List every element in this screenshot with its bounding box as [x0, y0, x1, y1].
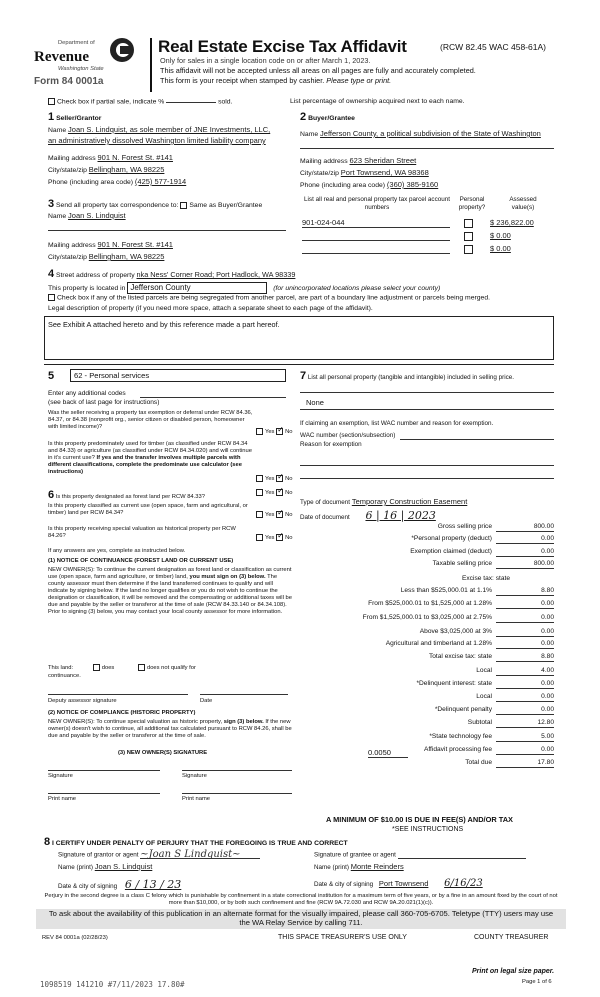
section8-num: 8: [44, 836, 51, 848]
header-divider: [150, 38, 152, 92]
form-number: Form 84 0001a: [34, 76, 104, 87]
notice1-title: (1) NOTICE OF CONTINUANCE (FOREST LAND OR CURRENT USE): [48, 558, 234, 564]
does-checkbox[interactable]: [93, 664, 100, 671]
corr-city[interactable]: Bellingham, WA 98225: [88, 252, 165, 261]
section-divider: [44, 364, 554, 365]
grantor-date-row: [58, 878, 181, 891]
personal-property-line0[interactable]: [300, 392, 554, 393]
partial-sale-checkbox[interactable]: [48, 98, 55, 105]
certify-row: [44, 836, 348, 849]
calc-label: Less than $525,000.01 at 1.1%: [400, 587, 492, 594]
current-use-answer: [256, 511, 293, 519]
grantor-sig-row: [58, 849, 260, 859]
calc-label: *Delinquent interest: state: [416, 680, 492, 687]
forest-no-checkbox[interactable]: [276, 489, 283, 496]
calc-value[interactable]: 0.00: [496, 535, 554, 544]
doc-date-row: [300, 509, 436, 522]
form-citation: (RCW 82.45 WAC 458-61A): [440, 42, 546, 52]
calc-row: [300, 667, 554, 677]
buyer-heading: [300, 111, 355, 124]
parcel-row: [302, 231, 554, 242]
calc-label: Total excise tax: state: [428, 653, 492, 660]
grantor-sig-label: Signature of grantor or agent: [58, 851, 139, 859]
yes-label: Yes: [265, 476, 275, 483]
buyer-mailing-row: [300, 156, 416, 166]
grantee-name-row: [314, 862, 404, 872]
calc-row: [300, 523, 554, 533]
grantor-name-row: [58, 862, 152, 872]
print-name-label-2: Print name: [182, 796, 211, 802]
certify-text: I CERTIFY UNDER PENALTY OF PERJURY THAT THE FOREGOING IS TRUE AND CORRECT: [52, 840, 348, 847]
buyer-heading-text: Buyer/Grantee: [308, 115, 355, 122]
seller-heading: [48, 111, 101, 124]
local-rate[interactable]: 0.0050: [368, 748, 408, 758]
corr-name[interactable]: Joan S. Lindquist: [68, 211, 126, 220]
list-pct-note: List percentage of ownership acquired next to each name.: [290, 98, 465, 105]
header-note1: Only for sales in a single location code on or after March 1, 2023.: [160, 56, 371, 65]
calc-label: Subtotal: [467, 719, 492, 726]
notice2-c: If the new owner(s) doesn't wish to continue, all additional tax calculated pursuant to RCW 84.26, shall be due and payable by the seller or transferor at the time of sale.: [48, 719, 292, 740]
corr-name-row: [48, 211, 126, 221]
grantor-date-label: Date & city of signing: [58, 883, 118, 890]
dept-line3: Washington State: [58, 66, 104, 72]
forest-yes-checkbox[interactable]: [256, 489, 263, 496]
calc-value[interactable]: 0.00: [496, 693, 554, 702]
section5-num: 5: [48, 370, 55, 382]
header-note2: This affidavit will not be accepted unless all areas on all pages are fully and accurately completed.: [160, 66, 476, 75]
calc-label: Local: [476, 693, 492, 700]
calc-value[interactable]: 4.00: [496, 667, 554, 676]
grantee-sig-row: [314, 849, 526, 859]
calc-value[interactable]: 0.00: [496, 746, 554, 755]
calc-value[interactable]: 0.00: [496, 680, 554, 689]
yes-label: Yes: [265, 490, 275, 497]
notice1-a: NEW OWNER(S): To continue the current designation as forest land or classification as current use (open space, farm and agriculture, or timber) land,: [48, 567, 292, 581]
corr-name-label: Name: [48, 213, 67, 220]
corr-mailing-label: Mailing address: [48, 242, 96, 249]
calc-row: [300, 746, 554, 756]
assessed-value[interactable]: $ 236,822.00: [490, 218, 534, 227]
seller-num: 1: [48, 111, 55, 123]
same-as-buyer-label: Same as Buyer/Grantee: [189, 202, 263, 209]
calc-row: [300, 693, 554, 703]
parcels-col3-header: Assessed value(s): [509, 196, 537, 211]
calc-value[interactable]: 0.00: [496, 640, 554, 649]
county-select[interactable]: Jefferson County: [127, 282, 267, 294]
corr-num: 3: [48, 198, 55, 210]
additional-codes-field[interactable]: [140, 397, 286, 398]
current-use-yes-checkbox[interactable]: [256, 511, 263, 518]
no-label: No: [285, 512, 293, 519]
owner-print-line-2[interactable]: [182, 793, 292, 794]
parcel-number[interactable]: [302, 231, 450, 241]
calc-value[interactable]: 800.00: [496, 560, 554, 569]
see-back-label: (see back of last page for instructions): [48, 399, 160, 406]
calc-label: From $1,525,000.01 to $3,025,000 at 2.75%: [362, 614, 492, 621]
grantee-sig-label: Signature of grantee or agent: [314, 851, 396, 859]
forest-question-text: Is this property designated as forest land per RCW 84.33?: [55, 494, 205, 500]
grantor-signature[interactable]: ~Joan S Lindquist~: [140, 849, 260, 859]
buyer-city-row: [300, 168, 429, 178]
calc-label: Local: [476, 667, 492, 674]
calc-row: [300, 587, 554, 597]
no-label: No: [285, 429, 293, 436]
calc-row: [300, 560, 554, 570]
dor-logo: [20, 38, 140, 90]
buyer-phone-row: [300, 180, 438, 190]
landuse-code-select[interactable]: 62 - Personal services: [70, 369, 286, 382]
notice2-title: (2) NOTICE OF COMPLIANCE (HISTORIC PROPERTY): [48, 710, 196, 716]
street-row: [48, 268, 295, 281]
historic-question: Is this property receiving special valuation as historical property per RCW 84.26?: [48, 526, 236, 539]
legal-description-box[interactable]: [44, 316, 554, 360]
forest-answer: [256, 489, 293, 497]
calc-value[interactable]: 5.00: [496, 733, 554, 742]
personal-property-checkbox[interactable]: [464, 245, 473, 254]
historic-no-checkbox[interactable]: [276, 534, 283, 541]
calc-label: Agricultural and timberland at 1.28%: [385, 640, 492, 647]
same-as-buyer-checkbox[interactable]: [180, 202, 187, 209]
grantee-city[interactable]: Port Townsend: [378, 879, 429, 888]
calc-label: Excise tax: state: [461, 575, 510, 582]
calc-label: Affidavit processing fee: [423, 746, 492, 753]
assessed-value[interactable]: $ 0.00: [490, 244, 511, 253]
exemption-no-checkbox[interactable]: [276, 428, 283, 435]
exemption-question: Was the seller receiving a property tax exemption or deferral under RCW 84.36, 84.37, or 84.38 (nonprofit org., senior citizen or disabled person, homeowner with limited income)?: [48, 410, 253, 430]
calc-row: [300, 575, 554, 585]
partial-sale-row: [48, 98, 232, 106]
historic-answer: [256, 534, 293, 542]
does-not-checkbox[interactable]: [138, 664, 145, 671]
seller-phone-label: Phone (including area code): [48, 179, 134, 186]
legal-description: See Exhibit A attached hereto and by this reference made a part hereof.: [48, 320, 280, 329]
header-note3-text: This form is your receipt when stamped by cashier.: [160, 76, 325, 85]
grantee-signature[interactable]: [398, 849, 526, 859]
calc-label: Gross selling price: [437, 523, 492, 530]
doc-type-label: Type of document: [300, 499, 351, 506]
no-label: No: [285, 535, 293, 542]
section7-text: List all personal property (tangible and intangible) included in selling price.: [307, 374, 515, 381]
parcel-row: [302, 218, 554, 229]
calc-row: [300, 719, 554, 729]
reason-label: Reason for exemption: [300, 441, 362, 448]
grantee-name[interactable]: Monte Reinders: [350, 862, 404, 871]
notice2-body: [48, 719, 293, 740]
reason-line2[interactable]: [300, 478, 554, 479]
buyer-mailing[interactable]: 623 Sheridan Street: [349, 156, 417, 165]
owner-signature-line-2[interactable]: [182, 770, 292, 771]
historic-yes-checkbox[interactable]: [256, 534, 263, 541]
this-land-label: This land:: [48, 665, 74, 672]
print-name-label-1: Print name: [48, 796, 77, 802]
continuance-label: continuance.: [48, 673, 81, 679]
street-label: Street address of property: [56, 272, 135, 279]
timber-no-checkbox[interactable]: [276, 475, 283, 482]
owner-signature-line-1[interactable]: [48, 770, 160, 771]
timber-question-text: Is this property predominately used for timber (as classified under RCW 84.34 and 84.33) or agriculture (as classified under RCW 84.34.020) and will continue in it's current use?: [48, 441, 252, 461]
calc-value[interactable]: 17.80: [496, 759, 554, 768]
yes-label: Yes: [265, 535, 275, 542]
corr-city-row: [48, 252, 164, 262]
located-label: This property is located in: [48, 285, 126, 292]
calc-row: [300, 628, 554, 638]
yes-label: Yes: [265, 429, 275, 436]
section7-row: [300, 370, 554, 383]
buyer-name-row: [300, 129, 541, 139]
header-note3: [160, 77, 391, 86]
seller-name-row: [48, 125, 286, 135]
deputy-date-line[interactable]: [200, 694, 288, 695]
wac-field[interactable]: [400, 439, 554, 440]
partial-sale-label: Check box if partial sale, indicate %: [57, 98, 165, 106]
form-title: Real Estate Excise Tax Affidavit: [158, 37, 407, 56]
notice2-a: NEW OWNER(S): To continue special valuation as historic property,: [48, 719, 223, 725]
buyer-city-label: City/state/zip: [300, 170, 339, 177]
grantee-date-label: Date & city of signing: [314, 881, 374, 888]
segregated-label: Check box if any of the listed parcels are being segregated from another parcel, are part of a boundary line adjustment or parcels being merged.: [57, 294, 490, 302]
exemption-answer: [256, 428, 293, 436]
section7-num: 7: [300, 370, 307, 382]
if-any-note: If any answers are yes, complete as instructed below.: [48, 548, 186, 554]
seller-name1[interactable]: Joan S. Lindquist, as sole member of JNE Investments, LLC,: [68, 125, 271, 134]
calc-label: *State technology fee: [429, 733, 492, 740]
dept-line2: Revenue: [34, 49, 89, 65]
buyer-city[interactable]: Port Townsend, WA 98368: [340, 168, 429, 177]
rev-number: REV 84 0001a (02/28/23): [42, 935, 108, 941]
seller-mailing[interactable]: 901 N. Forest St. #141: [97, 153, 173, 162]
calc-row: [300, 680, 554, 690]
parcels-col2-header: Personal property?: [458, 196, 486, 211]
corr-mailing-row: [48, 240, 173, 250]
revenue-swirl-icon: [110, 38, 134, 62]
notice1-b: you must sign on (3) below.: [189, 574, 266, 581]
calc-value[interactable]: 0.00: [496, 628, 554, 637]
calc-label: *Delinquent penalty: [434, 706, 492, 713]
buyer-name-line2[interactable]: [300, 148, 554, 149]
calc-row: [300, 653, 554, 663]
yes-label: Yes: [265, 512, 275, 519]
grantor-date[interactable]: 6 / 13 / 23: [124, 878, 182, 891]
grantee-date[interactable]: 6/16/23: [444, 878, 483, 889]
deputy-signature-line[interactable]: [48, 694, 188, 695]
does-not-label: does not qualify for: [146, 665, 196, 672]
buyer-phone[interactable]: (360) 385-9160: [386, 180, 439, 189]
calc-row: [300, 535, 554, 545]
seller-heading-text: Seller/Grantor: [56, 115, 102, 122]
forest-question: [48, 489, 258, 502]
calc-label: Total due: [465, 759, 492, 766]
section6-num: 6: [48, 489, 55, 501]
corr-city-label: City/state/zip: [48, 254, 87, 261]
parcel-row: [302, 244, 554, 255]
buyer-phone-label: Phone (including area code): [300, 182, 386, 189]
calc-label: *Personal property (deduct): [411, 535, 492, 542]
page-number: Page 1 of 6: [522, 979, 552, 985]
personal-property-line1[interactable]: [300, 409, 554, 410]
corr-mailing[interactable]: 901 N. Forest St. #141: [97, 240, 173, 249]
legal-size-note: Print on legal size paper.: [472, 968, 555, 975]
doc-date-label: Date of document: [300, 514, 350, 521]
parcel-number[interactable]: [302, 244, 450, 254]
calc-value[interactable]: 8.80: [496, 653, 554, 662]
calc-row: [300, 548, 554, 558]
calc-value[interactable]: 0.00: [496, 614, 554, 623]
calc-label: Above $3,025,000 at 3%: [419, 628, 492, 635]
calc-value[interactable]: 8.80: [496, 587, 554, 596]
doc-type-row: [300, 497, 467, 507]
notice1-c: The county assessor must then determine if the land transferred continues to qualify and will indicate by signing below. If the land no longer qualifies or you do not wish to continue the designation or classification, it will be removed and the compensating or additional taxes will be due and payable by the seller or transferor at the time of sale (RCW 84.33.140 or 84.34.108). Prior to signing (3) below, you may contact your local county assessor for more information.: [48, 574, 292, 616]
no-label: No: [285, 490, 293, 497]
calc-label: Exemption claimed (deduct): [410, 548, 492, 555]
personal-property-value[interactable]: None: [306, 398, 324, 407]
signature-label-2: Signature: [182, 773, 207, 779]
timber-question: [48, 441, 258, 476]
calc-value[interactable]: 0.00: [496, 548, 554, 557]
seller-name2[interactable]: an administratively dissolved Washington limited liability company: [48, 136, 266, 145]
grantee-name-label: Name (print): [314, 864, 349, 871]
assessed-value[interactable]: $ 0.00: [490, 231, 511, 240]
partial-sale-pct-field[interactable]: [166, 102, 216, 103]
grantor-name-label: Name (print): [58, 864, 93, 871]
county-treasurer: COUNTY TREASURER: [474, 934, 549, 941]
this-land-row: [48, 664, 293, 672]
see-instructions: *SEE INSTRUCTIONS: [392, 826, 464, 833]
perjury-notice: Perjury in the second degree is a class C felony which is punishable by confinement in a state correctional institution for a maximum term of five years, or by a fine in an amount fixed by the court of not more than $10,000, or by both such confinement and fine (RCW 9A.72.030 and RCW 9A.20.021(1)(c)).: [44, 893, 558, 906]
located-row: [48, 282, 440, 294]
buyer-num: 2: [300, 111, 307, 123]
notice1-body: [48, 567, 293, 616]
timber-yes-checkbox[interactable]: [256, 475, 263, 482]
segregated-checkbox[interactable]: [48, 294, 55, 301]
calc-value[interactable]: 0.00: [496, 600, 554, 609]
corr-heading-text: Send all property tax correspondence to:: [56, 202, 179, 209]
deputy-label: Deputy assessor signature: [48, 698, 117, 704]
calc-value[interactable]: 0.00: [496, 706, 554, 715]
accessibility-text: To ask about the availability of this publication in an alternate format for the visually impaired, please call 360-705-6705. Teletype (TTY) users may use the WA Relay Service by calling 711.: [48, 909, 554, 927]
buyer-mailing-label: Mailing address: [300, 158, 348, 165]
unincorporated-note: (for unincorporated locations please select your county): [273, 285, 441, 292]
personal-property-checkbox[interactable]: [464, 232, 473, 241]
seller-mailing-label: Mailing address: [48, 155, 96, 162]
wac-label: WAC number (section/subsection): [300, 432, 396, 439]
seller-name-label: Name: [48, 127, 67, 134]
signature-label-1: Signature: [48, 773, 73, 779]
accessibility-banner: [36, 909, 566, 929]
new-owner-signature-title: (3) NEW OWNER(S) SIGNATURE: [118, 750, 208, 756]
seller-city[interactable]: Bellingham, WA 98225: [88, 165, 165, 174]
grantee-date-row: [314, 878, 483, 890]
doc-type[interactable]: Temporary Construction Easement: [351, 497, 468, 506]
property-num: 4: [48, 268, 55, 280]
timber-question-bold: If yes and the transfer involves multiple parcels with different classifications, complete the predominate use calculator (see instructions): [48, 454, 242, 475]
exemption-claim-label: If claiming an exemption, list WAC number and reason for exemption.: [300, 420, 494, 427]
personal-property-checkbox[interactable]: [464, 219, 473, 228]
current-use-no-checkbox[interactable]: [276, 511, 283, 518]
calc-row: [300, 640, 554, 650]
corr-name-line2[interactable]: [48, 230, 286, 231]
seller-mailing-row: [48, 153, 173, 163]
buyer-name1[interactable]: Jefferson County, a political subdivision of the State of Washington: [320, 129, 541, 138]
current-use-question: Is this property classified as current use (open space, farm and agricultural, or timber) land per RCW 84.34?: [48, 503, 248, 516]
seller-phone[interactable]: (425) 577-1914: [134, 177, 187, 186]
deputy-date-label: Date: [200, 698, 213, 704]
buyer-name-label: Name: [300, 131, 319, 138]
dept-line1: Department of: [58, 40, 95, 46]
timber-answer: [256, 475, 293, 483]
owner-print-line-1[interactable]: [48, 793, 160, 794]
calc-value[interactable]: 12.80: [496, 719, 554, 728]
exemption-yes-checkbox[interactable]: [256, 428, 263, 435]
calc-row: [300, 706, 554, 716]
street-address[interactable]: nka Ness' Corner Road; Port Hadlock, WA 98339: [136, 270, 296, 279]
seller-city-label: City/state/zip: [48, 167, 87, 174]
header-note3b-text: Please type or print.: [326, 76, 392, 85]
reason-line1[interactable]: [300, 465, 554, 466]
treasurer-use: THIS SPACE TREASURER'S USE ONLY: [278, 934, 407, 941]
partial-sale-sold: sold.: [218, 98, 233, 106]
calc-row: [300, 733, 554, 743]
legal-label: Legal description of property (if you need more space, attach a separate sheet to each page of the affidavit).: [48, 305, 373, 312]
calc-label: Taxable selling price: [432, 560, 492, 567]
no-label: No: [285, 476, 293, 483]
corr-heading: [48, 198, 262, 211]
does-label: does: [101, 665, 115, 672]
additional-codes-label: Enter any additional codes: [48, 390, 126, 397]
calc-label: From $525,000.01 to $1,525,000 at 1.28%: [368, 600, 492, 607]
doc-date[interactable]: 6 | 16 | 2023: [365, 509, 436, 522]
notice2-b: sign (3) below.: [223, 719, 264, 725]
calc-row: [300, 600, 554, 610]
minimum-due: A MINIMUM OF $10.00 IS DUE IN FEE(S) AND/OR TAX: [326, 815, 513, 824]
grantor-name[interactable]: Joan S. Lindquist: [94, 862, 153, 871]
calc-row: [300, 759, 554, 769]
seller-city-row: [48, 165, 164, 175]
calc-row: [300, 614, 554, 624]
cashier-stamp: 1098519 141210 #7/11/2023 17.80#: [40, 980, 185, 989]
parcel-number[interactable]: 901-024-044: [302, 218, 450, 228]
seller-phone-row: [48, 177, 186, 187]
segregated-row: [48, 294, 568, 302]
parcels-col1-header: List all real and personal property tax parcel account numbers: [304, 196, 450, 211]
calc-value[interactable]: 800.00: [496, 523, 554, 532]
